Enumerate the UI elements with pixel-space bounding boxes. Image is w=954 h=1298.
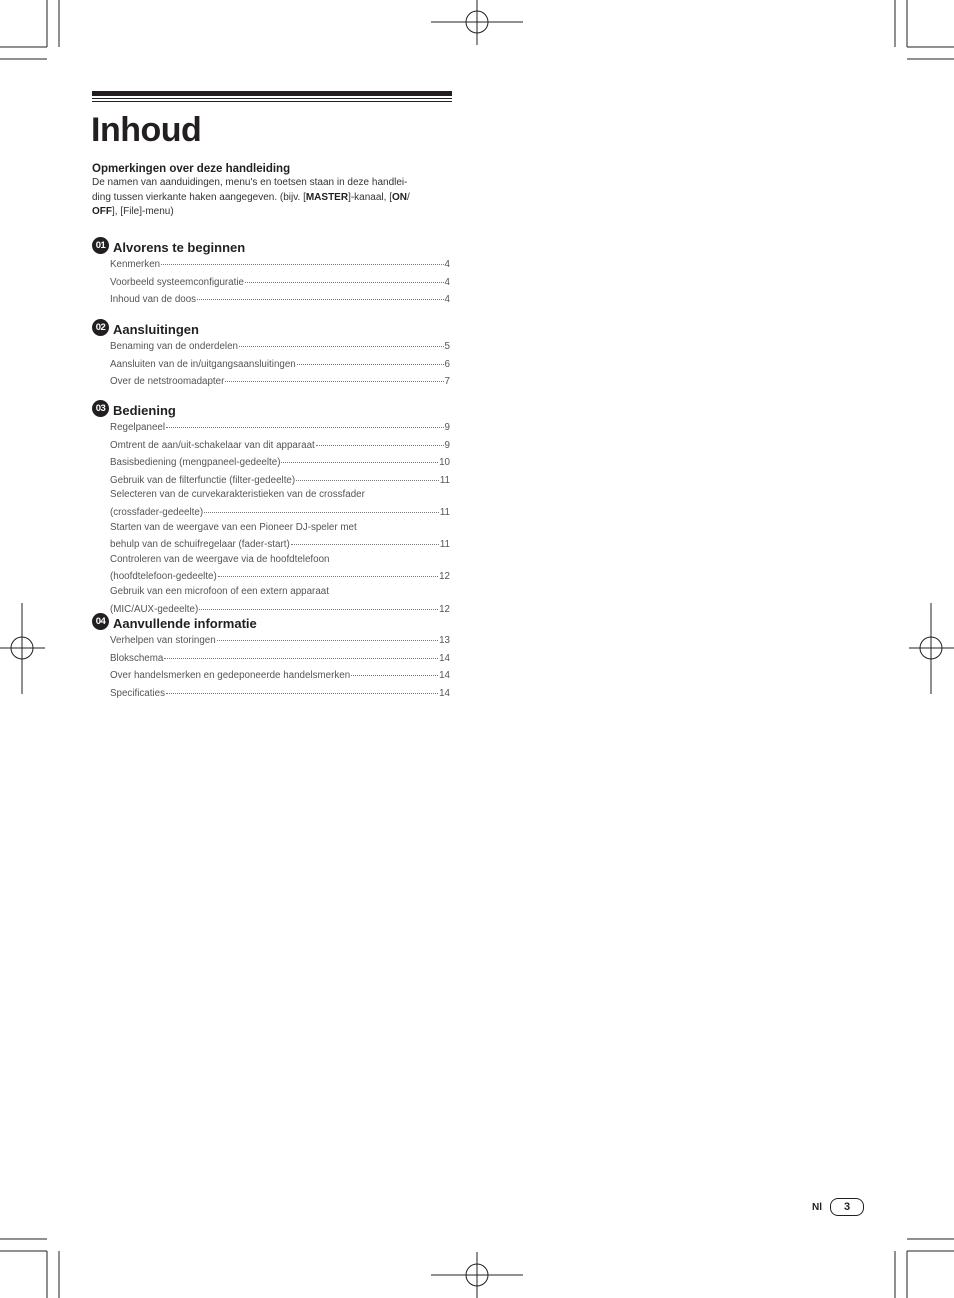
toc-entry-page: 12 — [439, 603, 450, 615]
intro-text — [92, 176, 450, 220]
section-title: Alvorens te beginnen — [113, 239, 246, 255]
intro-note — [92, 160, 450, 220]
intro-text-part: / — [407, 191, 410, 203]
toc-list — [92, 337, 450, 390]
toc-entry-page: 11 — [439, 506, 450, 518]
leader-dots — [164, 647, 438, 659]
leader-dots — [225, 370, 443, 382]
leader-dots — [245, 271, 444, 283]
off-key: OFF — [92, 206, 112, 217]
toc-section-02 — [92, 318, 450, 390]
toc-list — [92, 631, 450, 701]
toc-entry[interactable] — [110, 553, 450, 585]
toc-entry-label: Voorbeeld systeemconfiguratie — [110, 276, 244, 288]
chapter-badge: 01 — [92, 237, 109, 254]
intro-line-1: De namen van aanduidingen, menu's en toetsen staan in deze handlei- — [92, 177, 408, 188]
leader-dots — [217, 629, 438, 641]
section-heading — [92, 399, 450, 417]
leader-dots — [218, 565, 438, 577]
toc-entry-first-line: Starten van de weergave van een Pioneer DJ-speler met — [110, 521, 357, 533]
toc-entry-label: Regelpaneel — [110, 422, 166, 433]
leader-dots — [297, 353, 444, 365]
toc-entry-page: 11 — [439, 474, 450, 486]
page-footer — [812, 1198, 864, 1216]
toc-entry-page: 7 — [444, 376, 450, 388]
toc-entry-first-line: Selecteren van de curvekarakteristieken van de crossfader — [110, 489, 365, 501]
toc-entry[interactable] — [110, 488, 450, 520]
toc-entry[interactable] — [110, 684, 450, 702]
toc-entry-first-line: Controleren van de weergave via de hoofdtelefoon — [110, 553, 330, 565]
leader-dots — [197, 288, 443, 300]
toc-entry-page: 14 — [439, 670, 450, 682]
toc-section-03 — [92, 399, 450, 617]
chapter-badge: 02 — [92, 319, 109, 336]
on-key: ON — [392, 191, 407, 203]
toc-entry-page: 5 — [444, 341, 450, 352]
leader-dots — [239, 335, 444, 347]
leader-dots — [296, 469, 439, 481]
section-heading — [92, 612, 450, 630]
leader-dots — [166, 682, 438, 694]
toc-entry-page: 4 — [444, 276, 450, 288]
intro-text-part: ], [File]-menu) — [112, 206, 174, 217]
section-title: Bediening — [113, 402, 176, 418]
section-heading — [92, 236, 450, 254]
section-heading — [92, 318, 450, 336]
toc-entry[interactable] — [110, 521, 450, 553]
toc-entry[interactable] — [110, 372, 450, 390]
toc-entry-label: (crossfader-gedeelte) — [110, 506, 204, 518]
page-title: Inhoud — [91, 111, 202, 149]
toc-entry-page: 14 — [439, 652, 450, 664]
intro-line-3 — [92, 205, 450, 220]
intro-heading: Opmerkingen over deze handleiding — [92, 163, 291, 175]
intro-text-part: ding tussen vierkante haken aangegeven. (bijv. [ — [92, 191, 306, 203]
toc-entry-page: 14 — [439, 687, 450, 699]
toc-entry-label: (hoofdtelefoon-gedeelte) — [110, 571, 217, 583]
toc-section-04 — [92, 612, 450, 701]
toc-list — [92, 255, 450, 308]
title-rule — [92, 91, 452, 102]
page-number: 3 — [830, 1198, 864, 1216]
toc-entry-page: 9 — [444, 439, 450, 451]
leader-dots — [199, 598, 438, 610]
toc-entry-page: 9 — [444, 422, 450, 433]
toc-entry-label: Over de netstroomadapter — [110, 376, 225, 388]
section-title: Aansluitingen — [113, 321, 199, 337]
section-title: Aanvullende informatie — [113, 615, 257, 631]
toc-entry-label: Omtrent de aan/uit-schakelaar van dit apparaat — [110, 439, 315, 451]
toc-entry-label: Specificaties — [110, 687, 165, 699]
toc-entry-label: Blokschema — [110, 652, 164, 664]
leader-dots — [291, 533, 439, 545]
language-code: Nl — [812, 1201, 822, 1213]
toc-entry-label: Verhelpen van storingen — [110, 635, 216, 646]
toc-entry-label: (MIC/AUX-gedeelte) — [110, 603, 199, 615]
toc-entry-page: 13 — [439, 635, 450, 646]
toc-entry-page: 12 — [439, 571, 450, 583]
chapter-badge: 04 — [92, 613, 109, 630]
toc-list — [92, 418, 450, 617]
master-key: MASTER — [305, 191, 349, 203]
toc-entry-label: behulp van de schuifregelaar (fader-start) — [110, 539, 290, 551]
toc-entry-label: Benaming van de onderdelen — [110, 341, 239, 352]
toc-entry-label: Kenmerken — [110, 259, 161, 270]
toc-entry-label: Over handelsmerken en gedeponeerde handelsmerken — [110, 670, 351, 682]
toc-entry-label: Aansluiten van de in/uitgangsaansluitingen — [110, 358, 296, 370]
intro-text-part: ]-kanaal, [ — [348, 191, 392, 203]
leader-dots — [281, 451, 438, 463]
leader-dots — [204, 501, 439, 513]
intro-line-2 — [92, 191, 450, 206]
toc-entry-label: Basisbediening (mengpaneel-gedeelte) — [110, 457, 281, 469]
leader-dots — [316, 434, 444, 446]
toc-entry-first-line: Gebruik van een microfoon of een extern apparaat — [110, 585, 329, 597]
toc-entry-page: 10 — [439, 457, 450, 469]
toc-entry-label: Gebruik van de filterfunctie (filter-gedeelte) — [110, 474, 296, 486]
toc-entry-page: 11 — [439, 539, 450, 551]
toc-entry-page: 4 — [444, 294, 450, 306]
toc-section-01 — [92, 236, 450, 308]
toc-entry-page: 6 — [444, 358, 450, 370]
leader-dots — [351, 664, 438, 676]
leader-dots — [166, 416, 444, 428]
toc-entry[interactable] — [110, 471, 450, 489]
chapter-badge: 03 — [92, 400, 109, 417]
toc-entry-label: Inhoud van de doos — [110, 294, 197, 306]
toc-entry[interactable] — [110, 290, 450, 308]
leader-dots — [161, 253, 443, 265]
toc-entry-page: 4 — [444, 259, 450, 270]
